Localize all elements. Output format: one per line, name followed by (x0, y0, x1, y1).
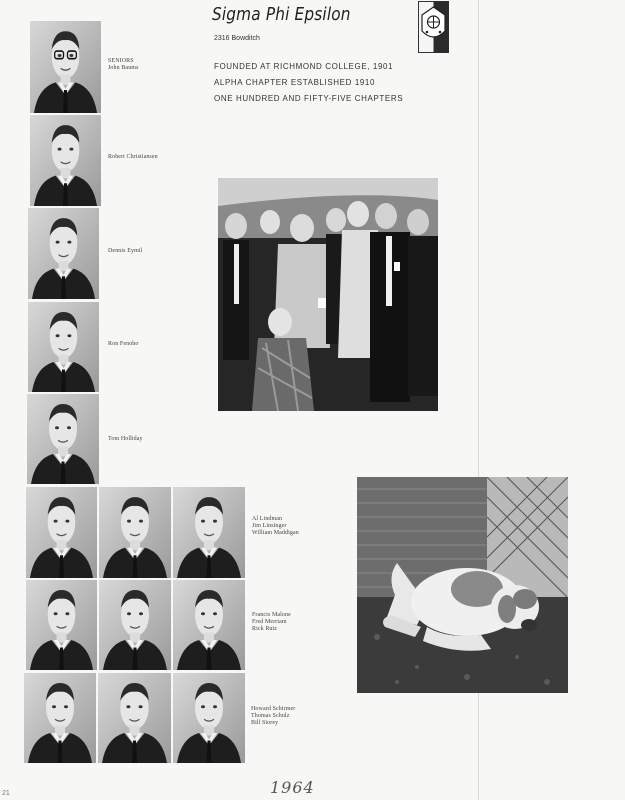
handwritten-year: 1964 (270, 778, 315, 797)
portrait-john-baums (30, 21, 101, 113)
portrait-dennis-eymil (28, 208, 99, 299)
member-name: Fred Merriam (252, 619, 287, 625)
page-mark: 21 (2, 790, 10, 797)
caption-christiansen (108, 154, 158, 161)
fact-chapter-count: ONE HUNDRED AND FIFTY-FIVE CHAPTERS (214, 94, 404, 103)
senior-name: Ron Fenoho (108, 341, 139, 347)
page-title: Sigma Phi Epsilon (212, 4, 351, 25)
chapter-facts (214, 59, 403, 107)
portrait-grid-r1c3 (173, 487, 245, 578)
senior-name: Tom Holliday (108, 436, 143, 442)
seniors-label: SENIORS (108, 58, 134, 64)
portrait-ron-fenoho (28, 302, 99, 392)
dog-photo (357, 477, 568, 693)
caption-row-2 (252, 612, 291, 633)
caption-fenoho (108, 341, 139, 348)
member-name: Jim Linsinger (252, 523, 287, 529)
member-name: William Maddigan (252, 530, 299, 536)
group-photo (218, 178, 438, 411)
senior-name: Robert Christiansen (108, 154, 158, 160)
portrait-grid-r3c3 (173, 673, 245, 763)
member-name: Bill Storey (251, 720, 279, 726)
fraternity-crest-icon (418, 1, 449, 53)
portrait-grid-r1c1 (26, 487, 97, 578)
caption-eymil (108, 248, 142, 255)
member-name: Francis Malone (252, 612, 291, 618)
caption-row-3 (251, 706, 295, 727)
member-name: Howard Schirmer (251, 706, 296, 712)
portrait-grid-r3c1 (24, 673, 96, 763)
member-name: Thomas Schulz (251, 713, 290, 719)
portrait-grid-r2c3 (173, 580, 245, 670)
senior-name: Dennis Eymil (108, 248, 143, 254)
caption-holliday (108, 436, 143, 443)
fact-alpha-chapter: ALPHA CHAPTER ESTABLISHED 1910 (214, 78, 376, 87)
portrait-robert-christiansen (30, 115, 101, 206)
senior-name: John Baums (108, 65, 139, 71)
caption-row-1 (252, 516, 299, 537)
portrait-grid-r2c1 (26, 580, 97, 670)
member-name: Al Lindman (252, 516, 283, 522)
member-name: Rick Rutz (252, 626, 278, 632)
fact-founded: FOUNDED AT RICHMOND COLLEGE, 1901 (214, 62, 394, 71)
portrait-grid-r1c2 (99, 487, 171, 578)
portrait-tom-holliday (27, 394, 99, 484)
portrait-grid-r3c2 (98, 673, 171, 763)
portrait-grid-r2c2 (99, 580, 171, 670)
chapter-address: 2316 Bowditch (214, 35, 260, 42)
caption-seniors-baums (108, 58, 139, 72)
